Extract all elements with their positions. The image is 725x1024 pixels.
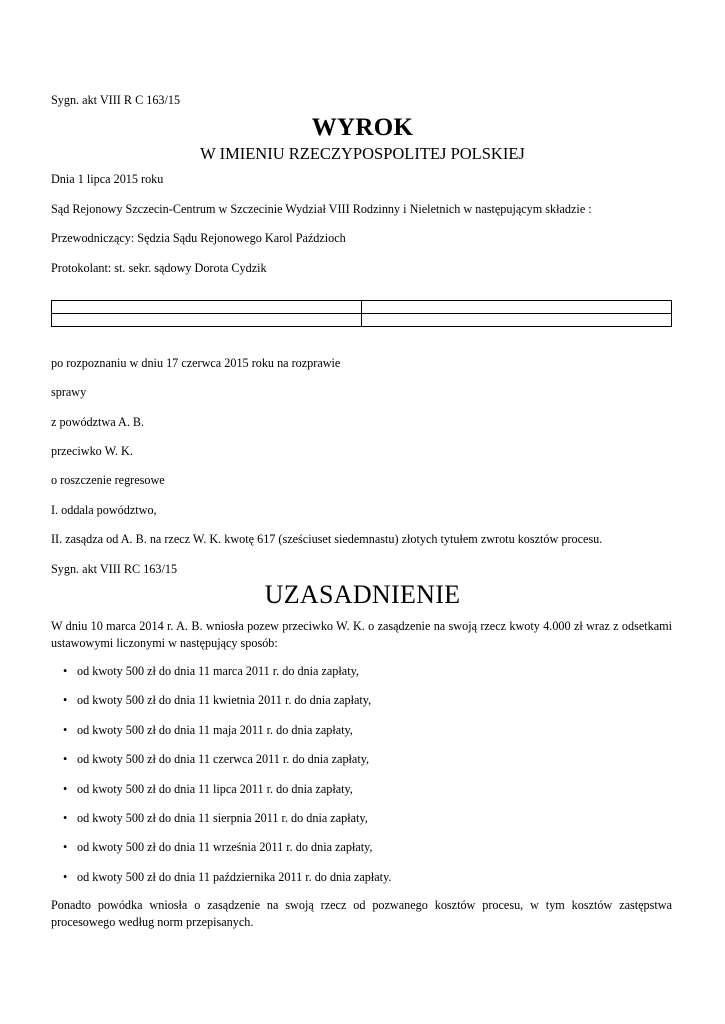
list-item-text: od kwoty 500 zł do dnia 11 czerwca 2011 r. do dnia zapłaty, [77,752,370,767]
justification-paragraph-1: W dniu 10 marca 2014 r. A. B. wniosła pozew przeciwko W. K. o zasądzenie na swoją rzecz kwoty 4.000 zł wraz z odsetkami ustawowymi liczonymi w następujący sposób: [51,619,672,650]
table-row [52,301,672,314]
list-item-text: od kwoty 500 zł do dnia 11 marca 2011 r. do dnia zapłaty, [77,664,359,678]
bullet-icon: • [63,869,68,884]
ruling-point-2: II. zasądza od A. B. na rzecz W. K. kwotę 617 (sześciuset siedemnastu) złotych tytułem zwrotu kosztów procesu. [51,532,603,546]
presiding-judge: Przewodniczący: Sędzia Sądu Rejonowego Karol Paździoch [51,231,346,245]
ruling-date: Dnia 1 lipca 2015 roku [51,172,164,186]
bullet-icon: • [63,810,68,825]
claim-type: o roszczenie regresowe [51,473,165,487]
list-item-text: od kwoty 500 zł do dnia 11 października 2011 r. do dnia zapłaty. [77,869,392,884]
document-subtitle: W IMIENIU RZECZYPOSPOLITEJ POLSKIEJ [200,144,525,163]
ruling-point-1: I. oddala powództwo, [51,503,157,517]
list-item [51,869,672,898]
hearing-info: po rozpoznaniu w dniu 17 czerwca 2015 roku na rozprawie [51,356,341,370]
bullet-icon: • [63,781,68,796]
case-number: Sygn. akt VIII R C 163/15 [51,93,181,107]
table-cell [52,301,362,314]
list-item [51,692,672,721]
justification-paragraph-2: Ponadto powódka wniosła o zasądzenie na swoją rzecz od pozwanego kosztów procesu, w tym kosztów zastępstwa procesowego według norm przepisanych. [51,898,672,929]
defendant: przeciwko W. K. [51,444,133,458]
list-item [51,839,672,868]
bullet-icon: • [63,722,68,737]
table-row [52,314,672,327]
bullet-icon: • [63,693,68,708]
list-item [51,663,672,692]
list-item [51,810,672,839]
list-item-text: od kwoty 500 zł do dnia 11 lipca 2011 r. do dnia zapłaty, [77,781,353,796]
table-cell [52,314,362,327]
list-item-text: od kwoty 500 zł do dnia 11 września 2011 r. do dnia zapłaty, [77,840,373,855]
interest-list [51,663,672,898]
justification-case-number: Sygn. akt VIII RC 163/15 [51,562,178,576]
table-cell [362,314,672,327]
list-item [51,751,672,780]
table-cell [362,301,672,314]
empty-composition-table [51,300,672,327]
bullet-icon: • [63,664,68,678]
court-clerk: Protokolant: st. sekr. sądowy Dorota Cydzik [51,261,267,275]
bullet-icon: • [63,840,68,855]
court-composition: Sąd Rejonowy Szczecin-Centrum w Szczecinie Wydział VIII Rodzinny i Nieletnich w następującym składzie : [51,202,592,216]
list-item-text: od kwoty 500 zł do dnia 11 kwietnia 2011 r. do dnia zapłaty, [77,693,372,708]
justification-title: UZASADNIENIE [264,580,461,609]
document-title: WYROK [311,114,414,141]
list-item-text: od kwoty 500 zł do dnia 11 sierpnia 2011 r. do dnia zapłaty, [77,810,368,825]
list-item [51,722,672,751]
bullet-icon: • [63,752,68,767]
plaintiff: z powództwa A. B. [51,415,145,429]
list-item [51,781,672,810]
case-label: sprawy [51,385,87,399]
list-item-text: od kwoty 500 zł do dnia 11 maja 2011 r. do dnia zapłaty, [77,722,353,737]
